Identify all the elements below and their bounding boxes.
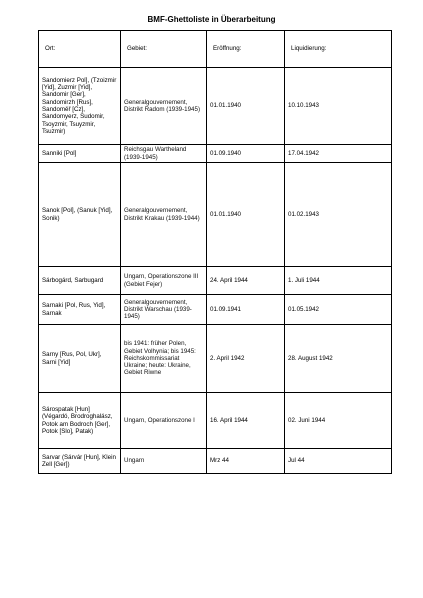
cell-liquidierung: 1. Juli 1944	[285, 267, 392, 295]
cell-gebiet: Generalgouvernement, Distrikt Radom (1939-1945)	[121, 68, 207, 145]
cell-eroeffnung: Mrz 44	[207, 449, 285, 474]
cell-ort: Sanok [Pol], (Sanuk [Yid], Sonik)	[39, 163, 121, 267]
cell-eroeffnung: 01.01.1940	[207, 163, 285, 267]
cell-gebiet: Ungarn	[121, 449, 207, 474]
column-header-liquidierung: Liquidierung:	[285, 31, 392, 68]
table-row	[39, 68, 392, 145]
cell-liquidierung: 17.04.1942	[285, 145, 392, 163]
ghetto-table	[38, 30, 392, 474]
cell-ort: Sarny [Rus, Pol, Ukr], Sarni [Yid]	[39, 325, 121, 393]
cell-gebiet: Generalgouvernement, Distrikt Krakau (1939-1944)	[121, 163, 207, 267]
table-row	[39, 325, 392, 393]
table-row	[39, 163, 392, 267]
cell-gebiet: Generalgouvernement, Distrikt Warschau (1939-1945)	[121, 295, 207, 325]
table-row	[39, 393, 392, 449]
cell-ort: Sandomierz Pol], (Tzoizmir [Yid], Zuzmir [Yid], Sandomir [Ger], Sandomirzh [Rus], Sandoměř [Cz], Sandomyerz, Sudomir, Tsoyzmir, Tsuyzmir, Tsuzmir)	[39, 68, 121, 145]
cell-liquidierung: Jul 44	[285, 449, 392, 474]
cell-eroeffnung: 24. April 1944	[207, 267, 285, 295]
cell-eroeffnung: 16. April 1944	[207, 393, 285, 449]
table-row	[39, 449, 392, 474]
cell-eroeffnung: 01.09.1941	[207, 295, 285, 325]
cell-gebiet: Ungarn, Operationszone I	[121, 393, 207, 449]
cell-ort: Sárospatak [Hun] (Végardó, Brodroghalász, Potok am Bodroch [Ger], Potok [Slo], Patak)	[39, 393, 121, 449]
table-row	[39, 267, 392, 295]
cell-gebiet: Ungarn, Operationszone III (Gebiet Fejer)	[121, 267, 207, 295]
cell-liquidierung: 01.02.1943	[285, 163, 392, 267]
document-title: BMF-Ghettoliste in Überarbeitung	[147, 15, 276, 24]
header-row	[39, 31, 392, 68]
cell-ort: Sárbogárd, Sarbugard	[39, 267, 121, 295]
column-header-ort: Ort:	[39, 31, 121, 68]
cell-liquidierung: 02. Juni 1944	[285, 393, 392, 449]
cell-ort: Sarvar (Sárvár [Hun], Klein Zell [Ger])	[39, 449, 121, 474]
table-row	[39, 295, 392, 325]
cell-eroeffnung: 01.09.1940	[207, 145, 285, 163]
cell-ort: Sanniki [Pol]	[39, 145, 121, 163]
cell-eroeffnung: 01.01.1940	[207, 68, 285, 145]
cell-liquidierung: 01.05.1942	[285, 295, 392, 325]
column-header-gebiet: Gebiet:	[121, 31, 207, 68]
cell-eroeffnung: 2. April 1942	[207, 325, 285, 393]
cell-liquidierung: 10.10.1943	[285, 68, 392, 145]
cell-liquidierung: 28. August 1942	[285, 325, 392, 393]
cell-gebiet: Reichsgau Wartheland (1939-1945)	[121, 145, 207, 163]
table-row	[39, 145, 392, 163]
cell-gebiet: bis 1941: früher Polen, Gebiet Volhynia; bis 1945: Reichskommissariat Ukraine; heute: Ukraine, Gebiet Riwne	[121, 325, 207, 393]
cell-ort: Sarnaki [Pol, Rus, Yid], Sarnak	[39, 295, 121, 325]
column-header-eroeffnung: Eröffnung:	[207, 31, 285, 68]
